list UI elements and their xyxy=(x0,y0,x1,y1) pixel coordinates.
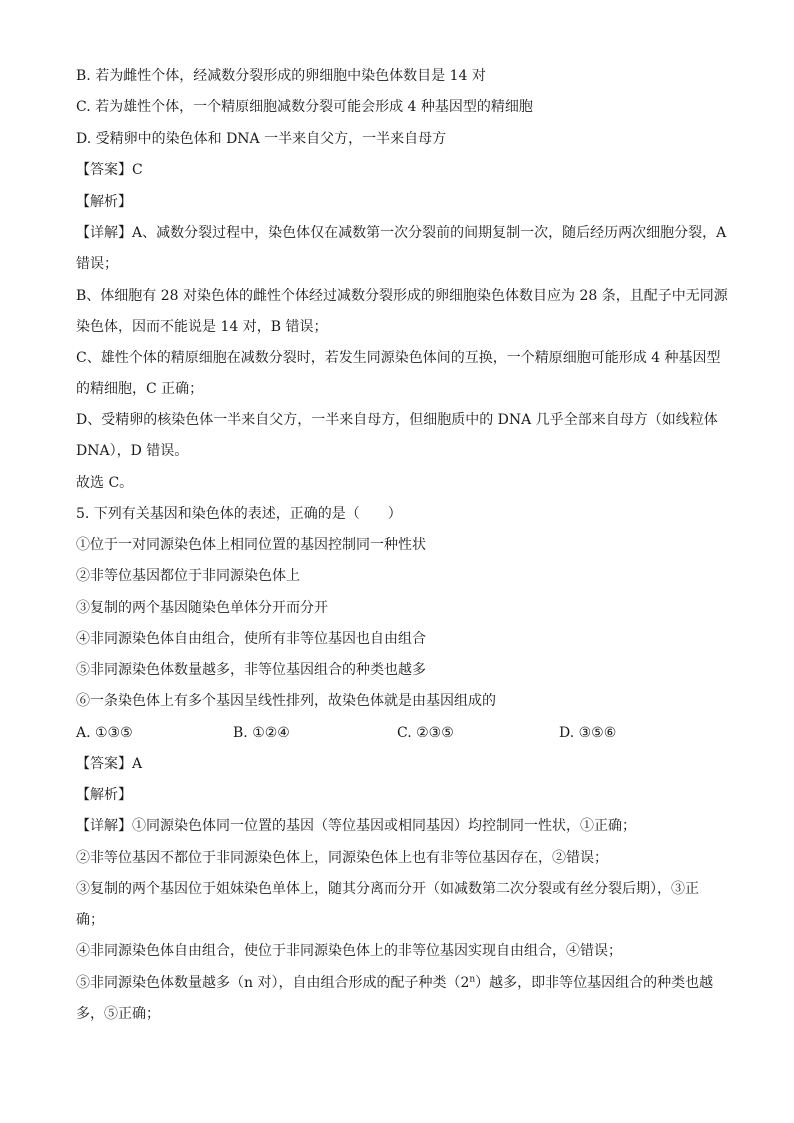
q5-detail-line: ②非等位基因不都位于非同源染色体上，同源染色体上也有非等位基因存在，②错误； xyxy=(76,850,608,866)
detail-tag: 【详解】 xyxy=(76,818,132,834)
q5-options xyxy=(76,723,734,743)
detail-tag: 【详解】 xyxy=(76,225,132,241)
q4-option-d: D. 受精卵中的染色体和 DNA 一半来自父方，一半来自母方 xyxy=(76,131,447,147)
q4-detail-line: 的精细胞，C 正确； xyxy=(76,381,204,397)
q5-statement: ①位于一对同源染色体上相同位置的基因控制同一种性状 xyxy=(76,537,426,553)
answer-tag: 【答案】 xyxy=(76,756,132,772)
q5-detail-line xyxy=(76,816,734,836)
detail-text-part: ）越多，即非等位基因组合的种类也越 xyxy=(475,975,714,991)
q5-statement: ②非等位基因都位于非同源染色体上 xyxy=(76,568,300,584)
q4-answer xyxy=(76,160,734,180)
q5-statement: ④非同源染色体自由组合，使所有非等位基因也自由组合 xyxy=(76,631,426,647)
q4-option-c: C. 若为雄性个体，一个精原细胞减数分裂可能会形成 4 种基因型的精细胞 xyxy=(76,99,533,115)
q5-detail-line: 多，⑤正确； xyxy=(76,1006,160,1022)
exponent: n xyxy=(469,974,476,985)
detail-text: ①同源染色体同一位置的基因（等位基因或相同基因）均控制同一性状，①正确； xyxy=(132,818,636,834)
q5-stem: 5. 下列有关基因和染色体的表述，正确的是（ ） xyxy=(76,506,402,522)
answer-value: C xyxy=(132,162,143,178)
q5-statement: ⑥一条染色体上有多个基因呈线性排列，故染色体就是由基因组成的 xyxy=(76,693,496,709)
q5-detail-line: ④非同源染色体自由组合，使位于非同源染色体上的非等位基因实现自由组合，④错误； xyxy=(76,943,622,959)
q5-option-a: A. ①③⑤ xyxy=(76,725,133,741)
answer-tag: 【答案】 xyxy=(76,162,132,178)
q5-statement: ③复制的两个基因随染色单体分开而分开 xyxy=(76,600,328,616)
q4-detail-line: B、体细胞有 28 对染色体的雌性个体经过减数分裂形成的卵细胞染色体数目应为 28 条，且配子中无同源 xyxy=(76,288,728,304)
q5-detail-line: 确； xyxy=(76,912,104,928)
q4-conclusion: 故选 C。 xyxy=(76,475,134,491)
q4-detail-line: 染色体，因而不能说是 14 对，B 错误； xyxy=(76,319,328,335)
q5-analysis-tag: 【解析】 xyxy=(76,787,132,803)
q4-detail-line: C、雄性个体的精原细胞在减数分裂时，若发生同源染色体间的互换，一个精原细胞可能形成 4 种基因型 xyxy=(76,350,721,366)
q5-option-c: C. ②③⑤ xyxy=(397,725,454,741)
q4-detail-line: D、受精卵的核染色体一半来自父方，一半来自母方，但细胞质中的 DNA 几乎全部来自母方（如线粒体 xyxy=(76,412,718,428)
q4-detail-line xyxy=(76,223,734,243)
q4-detail-line: DNA），D 错误。 xyxy=(76,443,189,459)
q5-option-d: D. ③⑤⑥ xyxy=(559,725,617,741)
q5-detail-line: ③复制的两个基因位于姐妹染色单体上，随其分离而分开（如减数第二次分裂或有丝分裂后期），③正 xyxy=(76,881,699,897)
detail-text: A、减数分裂过程中，染色体仅在减数第一次分裂前的间期复制一次，随后经历两次细胞分裂，A xyxy=(132,225,727,241)
q4-analysis-tag: 【解析】 xyxy=(76,194,132,210)
detail-text-part: ⑤非同源染色体数量越多（n 对），自由组合形成的配子种类（2 xyxy=(76,975,470,991)
q4-option-b: B. 若为雌性个体，经减数分裂形成的卵细胞中染色体数目是 14 对 xyxy=(76,68,486,84)
answer-value: A xyxy=(132,756,143,772)
q4-detail-line: 错误； xyxy=(76,256,118,272)
q5-option-b: B. ①②④ xyxy=(233,725,290,741)
q5-statement: ⑤非同源染色体数量越多，非等位基因组合的种类也越多 xyxy=(76,662,426,678)
q5-answer xyxy=(76,754,734,774)
q5-detail-line xyxy=(76,973,734,993)
